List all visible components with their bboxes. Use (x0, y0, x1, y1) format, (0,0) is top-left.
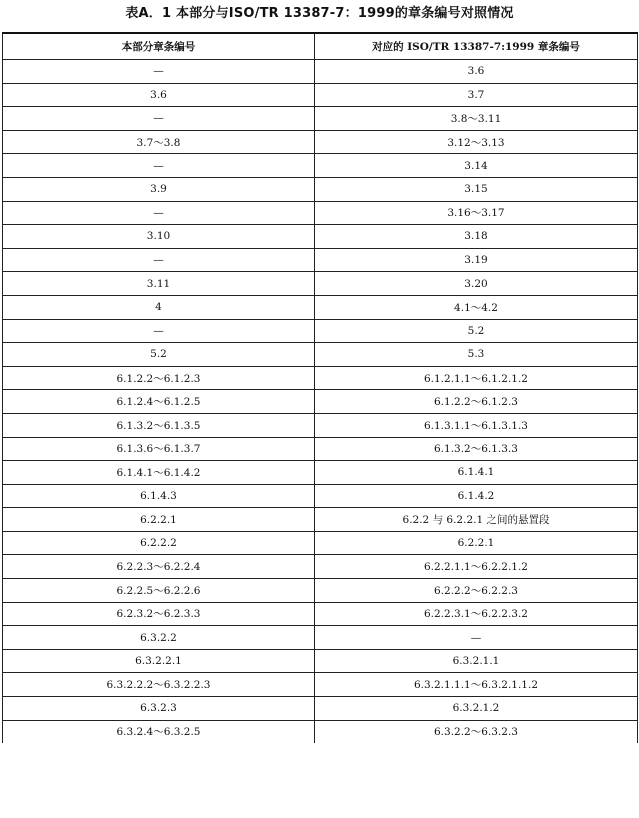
cell-iso-tr-clause: 6.3.2.1.1.1～6.3.2.1.1.2 (315, 673, 638, 697)
table-row (3, 130, 638, 154)
cell-iso-tr-clause: 5.2 (315, 319, 638, 343)
cell-this-part-clause: 6.1.2.4～6.1.2.5 (3, 390, 315, 414)
cell-iso-tr-clause: 6.1.2.1.1～6.1.2.1.2 (315, 366, 638, 390)
cell-this-part-clause: 6.1.4.3 (3, 484, 315, 508)
cell-this-part-clause: — (3, 248, 315, 272)
table-row (3, 484, 638, 508)
table-row (3, 579, 638, 603)
table-row (3, 461, 638, 485)
cell-this-part-clause: 6.3.2.3 (3, 697, 315, 721)
table-row (3, 177, 638, 201)
cell-iso-tr-clause: 3.14 (315, 154, 638, 178)
table-row (3, 154, 638, 178)
cell-iso-tr-clause: 6.1.2.2～6.1.2.3 (315, 390, 638, 414)
table-row (3, 225, 638, 249)
cell-iso-tr-clause: 6.3.2.2～6.3.2.3 (315, 720, 638, 743)
cell-this-part-clause: — (3, 319, 315, 343)
table-caption: 表A．1 本部分与ISO/TR 13387-7：1999的章条编号对照情况 (125, 6, 514, 21)
cell-iso-tr-clause: 3.7 (315, 83, 638, 107)
cell-iso-tr-clause: 6.2.2.1 (315, 531, 638, 555)
table-row (3, 531, 638, 555)
cell-this-part-clause: 6.2.2.5～6.2.2.6 (3, 579, 315, 603)
table-row (3, 508, 638, 532)
table-row (3, 343, 638, 367)
cell-this-part-clause: 6.1.3.2～6.1.3.5 (3, 413, 315, 437)
cell-this-part-clause: 6.3.2.4～6.3.2.5 (3, 720, 315, 743)
cell-this-part-clause: 6.3.2.2 (3, 626, 315, 650)
cell-this-part-clause: 6.2.2.1 (3, 508, 315, 532)
table-row (3, 248, 638, 272)
cell-iso-tr-clause: 6.2.2 与 6.2.2.1 之间的悬置段 (315, 508, 638, 532)
cell-iso-tr-clause: 6.3.2.1.1 (315, 649, 638, 673)
cell-this-part-clause: 6.3.2.2.1 (3, 649, 315, 673)
cell-iso-tr-clause: 6.2.2.1.1～6.2.2.1.2 (315, 555, 638, 579)
table-row (3, 673, 638, 697)
cell-this-part-clause: 6.2.2.2 (3, 531, 315, 555)
table-row (3, 649, 638, 673)
cell-this-part-clause: 6.3.2.2.2～6.3.2.2.3 (3, 673, 315, 697)
cell-iso-tr-clause: 5.3 (315, 343, 638, 367)
cell-this-part-clause: — (3, 201, 315, 225)
cell-this-part-clause: 5.2 (3, 343, 315, 367)
cell-this-part-clause: 4 (3, 295, 315, 319)
table-row (3, 366, 638, 390)
table-row (3, 201, 638, 225)
table-row (3, 437, 638, 461)
cell-this-part-clause: 3.11 (3, 272, 315, 296)
cell-iso-tr-clause: 6.1.3.1.1～6.1.3.1.3 (315, 413, 638, 437)
cell-iso-tr-clause: 3.6 (315, 60, 638, 84)
cell-this-part-clause: 3.6 (3, 83, 315, 107)
table-row (3, 720, 638, 743)
cell-iso-tr-clause: 3.12～3.13 (315, 130, 638, 154)
clause-mapping-table (2, 32, 638, 743)
table-header-row (3, 33, 638, 60)
cell-iso-tr-clause: 3.19 (315, 248, 638, 272)
table-row (3, 626, 638, 650)
cell-this-part-clause: — (3, 154, 315, 178)
table-row (3, 60, 638, 84)
table-row (3, 413, 638, 437)
table-row (3, 107, 638, 131)
cell-iso-tr-clause: 6.1.3.2～6.1.3.3 (315, 437, 638, 461)
cell-this-part-clause: 3.10 (3, 225, 315, 249)
cell-this-part-clause: 3.7～3.8 (3, 130, 315, 154)
cell-this-part-clause: 6.1.3.6～6.1.3.7 (3, 437, 315, 461)
cell-iso-tr-clause: — (315, 626, 638, 650)
cell-this-part-clause: — (3, 107, 315, 131)
cell-iso-tr-clause: 6.1.4.1 (315, 461, 638, 485)
cell-iso-tr-clause: 3.16～3.17 (315, 201, 638, 225)
table-row (3, 390, 638, 414)
cell-iso-tr-clause: 3.8～3.11 (315, 107, 638, 131)
cell-this-part-clause: 6.1.2.2～6.1.2.3 (3, 366, 315, 390)
cell-iso-tr-clause: 3.15 (315, 177, 638, 201)
cell-iso-tr-clause: 6.3.2.1.2 (315, 697, 638, 721)
table-row (3, 602, 638, 626)
cell-iso-tr-clause: 3.18 (315, 225, 638, 249)
cell-this-part-clause: 6.2.2.3～6.2.2.4 (3, 555, 315, 579)
table-row (3, 295, 638, 319)
table-row (3, 272, 638, 296)
cell-iso-tr-clause: 6.1.4.2 (315, 484, 638, 508)
table-row (3, 555, 638, 579)
column-header-iso-tr: 对应的 ISO/TR 13387-7:1999 章条编号 (315, 33, 638, 60)
column-header-this-part: 本部分章条编号 (3, 33, 315, 60)
cell-iso-tr-clause: 6.2.2.3.1～6.2.2.3.2 (315, 602, 638, 626)
cell-iso-tr-clause: 6.2.2.2～6.2.2.3 (315, 579, 638, 603)
cell-this-part-clause: 3.9 (3, 177, 315, 201)
table-row (3, 83, 638, 107)
cell-iso-tr-clause: 3.20 (315, 272, 638, 296)
table-row (3, 319, 638, 343)
cell-this-part-clause: 6.1.4.1～6.1.4.2 (3, 461, 315, 485)
cell-this-part-clause: — (3, 60, 315, 84)
cell-this-part-clause: 6.2.3.2～6.2.3.3 (3, 602, 315, 626)
cell-iso-tr-clause: 4.1～4.2 (315, 295, 638, 319)
table-row (3, 697, 638, 721)
